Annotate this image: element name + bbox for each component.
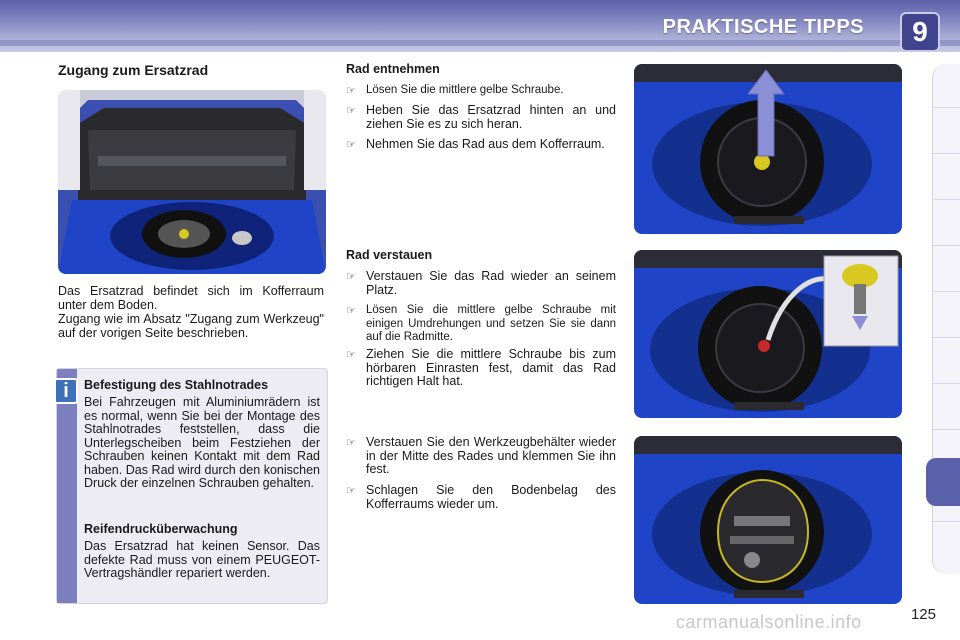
remove-step: ☞ Lösen Sie die mittlere gelbe Schraube.	[346, 84, 564, 97]
pointing-hand-icon: ☞	[346, 84, 356, 97]
info-box-accent-bar	[57, 369, 77, 603]
finish-step: ☞ Verstauen Sie den Werkzeugbehälter wieder in der Mitte des Rades und klemmen Sie ihn fest.	[346, 435, 616, 476]
intro-paragraph: Das Ersatzrad befindet sich im Kofferraum unter dem Boden.	[58, 284, 324, 312]
thumb-tab[interactable]	[932, 248, 960, 292]
info-title-steel-wheel: Befestigung des Stahlnotrades	[84, 378, 269, 392]
photo-wheel-stow	[634, 250, 902, 418]
stow-step: ☞ Verstauen Sie das Rad wieder an seinem Platz.	[346, 269, 616, 297]
remove-step: ☞ Heben Sie das Ersatzrad hinten an und ziehen Sie es zu sich heran.	[346, 103, 616, 131]
chapter-title: PRAKTISCHE TIPPS	[662, 16, 864, 38]
section-title: Zugang zum Ersatzrad	[58, 62, 209, 78]
pointing-hand-icon: ☞	[346, 138, 356, 151]
photo-toolbox-stow	[634, 436, 902, 604]
pointing-hand-icon: ☞	[346, 104, 356, 117]
watermark: carmanualsonline.info	[676, 612, 862, 632]
finish-step: ☞ Schlagen Sie den Bodenbelag des Kofferraums wieder um.	[346, 483, 616, 511]
stow-title: Rad verstauen	[346, 248, 433, 262]
info-text-steel-wheel: Bei Fahrzeugen mit Aluminiumrädern ist es normal, wenn Sie bei der Montage des Stahlnotrades feststellen, dass die Unterlegscheiben beim Festziehen der Schrauben keinen Kontakt mit dem Rad haben. Das Rad wird durch den konischen Druck der einzelnen Schrauben gehalten.	[84, 395, 320, 490]
stow-step: ☞ Lösen Sie die mittlere gelbe Schraube mit einigen Umdrehungen und setzen Sie sie dann auf die Radmitte.	[346, 304, 616, 343]
thumb-tab[interactable]	[932, 202, 960, 246]
thumb-tab[interactable]	[932, 110, 960, 154]
pointing-hand-icon: ☞	[346, 436, 356, 449]
thumb-tab[interactable]	[932, 386, 960, 430]
stow-step: ☞ Ziehen Sie die mittlere Schraube bis zum hörbaren Einrasten fest, damit das Rad richtigen Halt hat.	[346, 347, 616, 388]
trunk-photo	[58, 90, 326, 274]
pointing-hand-icon: ☞	[346, 348, 356, 361]
remove-title: Rad entnehmen	[346, 62, 440, 76]
pointing-hand-icon: ☞	[346, 484, 356, 497]
pointing-hand-icon: ☞	[346, 270, 356, 283]
remove-step: ☞ Nehmen Sie das Rad aus dem Kofferraum.	[346, 137, 605, 151]
page-number: 125	[910, 606, 936, 623]
header-stripe	[0, 40, 960, 46]
thumb-tab[interactable]	[932, 64, 960, 108]
thumb-tab[interactable]	[932, 156, 960, 200]
thumb-tab[interactable]	[932, 294, 960, 338]
photo-wheel-removal	[634, 64, 902, 234]
thumb-tab-active[interactable]	[926, 458, 960, 506]
pointing-hand-icon: ☞	[346, 304, 356, 317]
thumb-tab[interactable]	[932, 340, 960, 384]
info-text-pressure: Das Ersatzrad hat keinen Sensor. Das defekte Rad muss von einem PEUGEOT-Vertragshändler repariert werden.	[84, 539, 320, 580]
access-paragraph: Zugang wie im Absatz "Zugang zum Werkzeug" auf der vorigen Seite beschrieben.	[58, 312, 324, 340]
info-icon: i	[54, 378, 78, 404]
chapter-number-badge: 9	[900, 12, 940, 52]
info-title-pressure: Reifendrucküberwachung	[84, 522, 238, 536]
